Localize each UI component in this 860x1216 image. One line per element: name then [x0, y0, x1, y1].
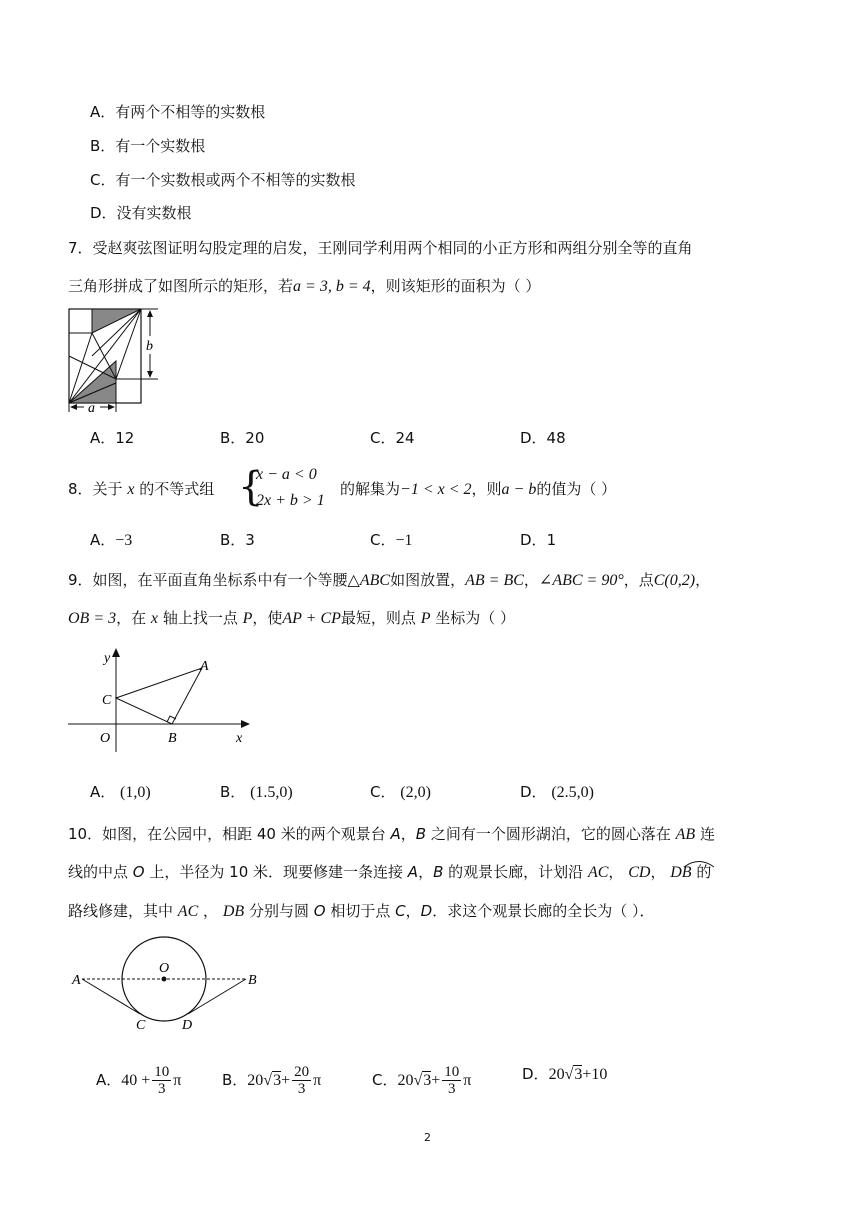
q10-option-c: C．20√3+ $\frac{10}{3}$ π — [372, 1064, 472, 1097]
q7-fig-label-b: b — [146, 339, 153, 354]
q8-system-line1: x − a < 0 — [256, 466, 317, 483]
q9-figure — [66, 644, 256, 756]
q6-option-c: C．有一个实数根或两个不相等的实数根 — [90, 171, 356, 189]
q10-option-b: B．20√3+ $\frac{20}{3}$ π — [222, 1064, 322, 1097]
q10-fig-B: B — [248, 973, 257, 988]
q8-stem: 8．关于 x 的不等式组 — [68, 480, 215, 498]
q10-option-a: A．40 + $\frac{10}{3}$ π — [96, 1064, 182, 1097]
q8-option-d: D．1 — [520, 531, 557, 549]
q7-line2: 三角形拼成了如图所示的矩形，若a = 3, b = 4，则该矩形的面积为（ ） — [68, 277, 541, 295]
q8-option-c: C．−1 — [370, 531, 413, 549]
q10-line2: 线的中点 O 上，半径为 10 米．现要修建一条连接 A，B 的观景长廊，计划沿 AC， CD， DB 的 — [68, 863, 712, 881]
q7-option-b: B．20 — [220, 429, 265, 447]
q7-option-d: D．48 — [520, 429, 566, 447]
q7-option-a: A．12 — [90, 429, 135, 447]
q8-stem-tail: 的解集为−1 < x < 2，则a − b的值为（ ） — [340, 480, 617, 498]
q10-option-d: D．20√3+10 — [522, 1065, 608, 1083]
q10-figure — [66, 934, 266, 1034]
q6-option-b: B．有一个实数根 — [90, 137, 206, 155]
q7-fig-label-a: a — [88, 401, 95, 414]
page-number: 2 — [424, 1131, 431, 1144]
q9-line1: 9．如图，在平面直角坐标系中有一个等腰△ABC如图放置，AB = BC，∠ABC = 90°，点C(0,2)， — [68, 571, 711, 589]
q9-option-d: D． (2.5,0) — [520, 783, 594, 801]
q8-option-b: B．3 — [220, 531, 255, 549]
q9-fig-y: y — [104, 651, 111, 666]
q9-fig-O: O — [100, 731, 111, 746]
q7-option-c: C．24 — [370, 429, 415, 447]
q7-line1: 7．受赵爽弦图证明勾股定理的启发，王刚同学利用两个相同的小正方形和两组分别全等的直角 — [68, 239, 693, 257]
q8-brace: { — [238, 464, 264, 510]
q9-fig-A: A — [200, 659, 209, 674]
q10-arc-mark — [680, 858, 720, 868]
q10-line3: 路线修建，其中 AC ， DB 分别与圆 O 相切于点 C，D．求这个观景长廊的全长为（ ）． — [68, 902, 655, 920]
q9-fig-C: C — [102, 693, 112, 708]
q10-fig-A: A — [72, 973, 81, 988]
q9-option-a: A． (1,0) — [90, 783, 151, 801]
q9-line2: OB = 3，在 x 轴上找一点 P，使AP + CP最短，则点 P 坐标为（ ） — [68, 609, 516, 627]
q9-fig-x: x — [236, 731, 243, 746]
q9-option-b: B． (1.5,0) — [220, 783, 293, 801]
q10-fig-C: C — [136, 1018, 146, 1033]
q8-option-a: A．−3 — [90, 531, 133, 549]
q10-fig-D: D — [182, 1018, 193, 1033]
q6-option-d: D．没有实数根 — [90, 204, 192, 222]
q10-fig-O: O — [159, 961, 170, 976]
q9-fig-B: B — [168, 731, 177, 746]
q9-option-c: C． (2,0) — [370, 783, 431, 801]
q8-system-line2: 2x + b > 1 — [256, 492, 325, 509]
q6-option-a: A．有两个不相等的实数根 — [90, 103, 266, 121]
q7-figure — [66, 306, 162, 414]
q10-line1: 10．如图，在公园中，相距 40 米的两个观景台 A，B 之间有一个圆形湖泊，它的圆心落在 AB 连 — [68, 825, 715, 843]
